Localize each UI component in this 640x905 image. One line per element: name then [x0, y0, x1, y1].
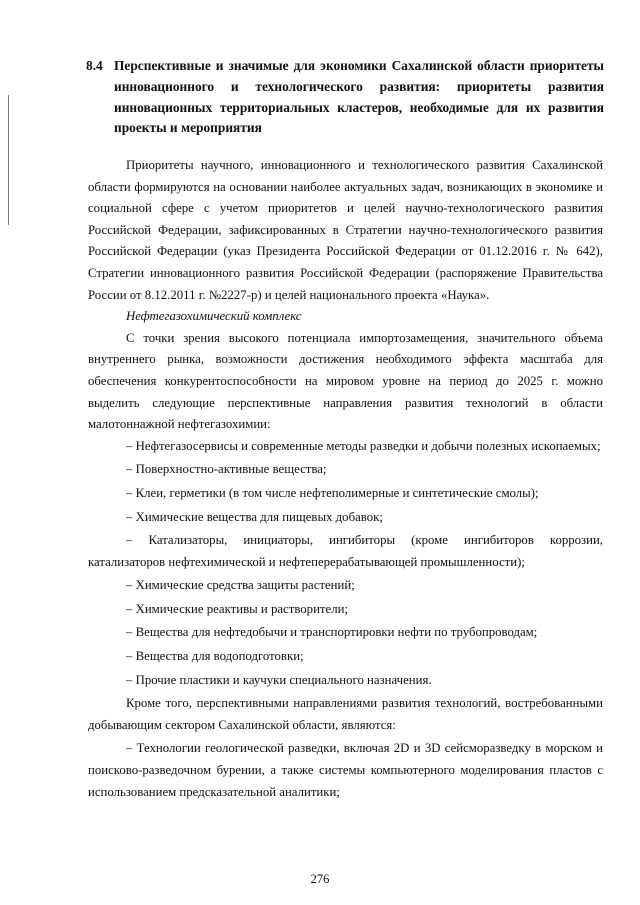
list-item: – Катализаторы, инициаторы, ингибиторы (кроме ингибиторов коррозии, катализаторов нефтехимической и нефтеперерабатывающей промышленности);: [88, 533, 603, 569]
list-item: – Химические средства защиты растений;: [126, 578, 355, 593]
section-heading: [86, 56, 604, 139]
list-item: – Химические вещества для пищевых добавок;: [126, 509, 383, 524]
list-item: – Вещества для водоподготовки;: [126, 649, 304, 664]
list-item: – Клеи, герметики (в том числе нефтеполимерные и синтетические смолы);: [126, 485, 539, 500]
directions-intro-paragraph: С точки зрения высокого потенциала импортозамещения, значительного объема внутреннего рынка, возможности достижения необходимого эффекта масштаба для обеспечения конкурентоспособности на мировом уровне на период до 2025 г. можно выделить следующие перспективные направления развития технологий в области малотоннажной нефтегазохимии:: [88, 330, 603, 432]
list-item: – Химические реактивы и растворители;: [126, 601, 348, 616]
extra-intro-paragraph: Кроме того, перспективными направлениями развития технологий, востребованными добывающим сектором Сахалинской области, являются:: [88, 696, 603, 732]
body-text: [88, 155, 603, 803]
section-title: Перспективные и значимые для экономики Сахалинской области приоритеты инновационного и технологического развития: приоритеты развития инновационных территориальных кластеров, необходимые для их развития проекты и мероприятия: [114, 58, 604, 136]
list-item: – Вещества для нефтедобычи и транспортировки нефти по трубопроводам;: [126, 625, 538, 640]
intro-paragraph: Приоритеты научного, инновационного и технологического развития Сахалинской области формируются на основании наиболее актуальных задач, возникающих в экономике и социальной сфере с учетом приоритетов и целей научно-технологического развития Российской Федерации, зафиксированных в Стратегии научно-технологического развития Российской Федерации (указ Президента Российской Федерации от 01.12.2016 г. № 642), Стратегии инновационного развития Российской Федерации (распоряжение Правительства России от 8.12.2011 г. №2227-р) и целей национального проекта «Наука».: [88, 158, 603, 302]
list-item: – Прочие пластики и каучуки специального назначения.: [126, 672, 432, 687]
page-number: 276: [310, 872, 330, 886]
list-item: – Нефтегазосервисы и современные методы разведки и добычи полезных ископаемых;: [126, 438, 601, 453]
scan-edge-line: [8, 95, 9, 225]
list-item: – Технологии геологической разведки, включая 2D и 3D сейсморазведку в морском и поисково-разведочном бурении, а также системы компьютерного моделирования пластов с использованием предсказательной аналитики;: [88, 741, 603, 799]
subheading: Нефтегазохимический комплекс: [126, 309, 302, 324]
list-item: – Поверхностно-активные вещества;: [126, 462, 327, 477]
section-number: 8.4: [86, 58, 103, 73]
